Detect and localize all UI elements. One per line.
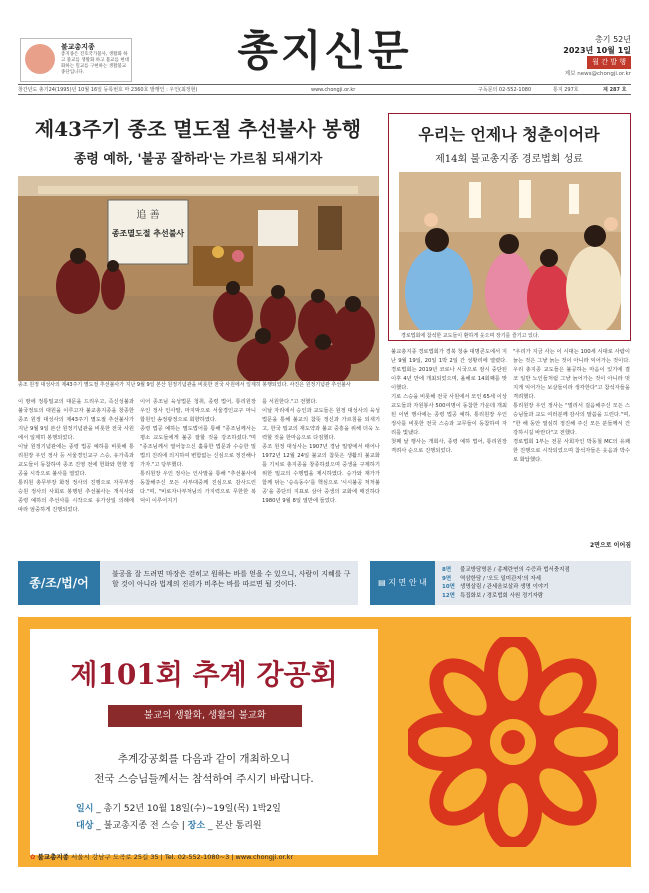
ad-body [30,749,378,789]
page-index-bar [370,561,631,605]
index-icon: ▤ [378,578,389,587]
lead-subhead: 종령 예하, '불공 잘하라'는 가르침 되새기자 [73,152,323,167]
footer-logo-icon: ✿ [30,853,36,861]
index-item[interactable]: 9면 역삼한담 / '오도 일미관저'의 자세 [442,575,541,582]
index-item[interactable]: 10면 생명살림 / 관세음보살과 생명 이야기 [442,584,549,591]
lead-body-col1: 이 땅에 정통밀교의 대문을 드리우고, 즉신성불과 불국정토의 대원을 이루고자 불교총지종을 창종한 종조 원정 대성사의 제43주기 멸도절 추선불사가 지난 9월 9일 본산 원정기념관을 비롯한 전국 사원에서 일제히 봉행되었다. 이날 원정기념관에는 종령 법공 예하를 비롯해 통리원장 우인 정사 등 서울경인교구 스승, 유가족과 교도들이 동참하여 종조 진영 전에 헌화와 헌향 정공을 시작으로 불사를 열었다. 통리원 총무부장 화정 정사의 진행으로 자무부장 승원 정사의 사회로 봉행된 추선불사는 개식사와 종령 예하의 추선사를 시작으로 유가상일 의례에 따라 엄중하게 진행되었다. [18,399,134,513]
ad-body-line1: 추계강공회를 다음과 같이 개최하오니 [117,753,291,765]
right-headline[interactable]: 우리는 언제나 청춘이어라 [418,125,600,144]
logo-name: 불교총지종 [61,43,95,51]
subscribe-phone: 구독문의 02-552-1080 [478,87,532,93]
index-item[interactable]: 12면 특집화보 / 경로법회 사원 정기자람 [442,592,544,599]
paper-title: 총지신문 [237,26,412,75]
issue-label: 통지 297호 [553,87,579,93]
ad-panel [30,629,378,855]
ad-details: 일시 _ 총기 52년 10월 18일(수)~19일(목) 1박2일 대상 _ 불교총지종 전 스승 | 장소 _ 본산 통리원 [76,804,281,831]
footer-info: 서울시 강남구 도곡로 25길 35 | Tel. 02-552-1080~3 | www.chongji.or.kr [71,853,294,861]
lead-body-col2: 이어 종조님 육성법문 청취, 종령 법어, 통리원장 우인 정사 인사말, 마지막으로 서울경인교구 마니합원인 송정광정으로 회향하였다. 종령 법공 예하는 멸도법어를 통해 "종조님께서는 평소 교도들에게 불공 잘할 것을 강조하셨다."며 "종조님께서 열어놓으신 훌륭한 법문과 수승한 밀법의 진리에 의지하여 변함없는 신심으로 정진해나가자."고 당부했다. 통리원장 우인 정사는 인사말을 통해 "추선불사에 동참해주신 모든 사부대중께 진심으로 감사드린다."며, "비로자나부처님의 가지력으로 무한한 복덕이 이루어지기 [140,399,256,504]
info-bar [18,84,631,95]
motto-text: 불공을 잘 드려면 마장은 걷히고 원하는 바를 얻을 수 있으니, 사람이 지혜를 구할 것이 아니라 법계의 진리가 비추는 바를 따르면 될 것이다. [112,570,351,588]
ad-title: 제101회 추계 강공회 [70,658,338,691]
issue-meta [563,34,631,80]
footer-name: 불교총지종 [37,853,69,861]
email[interactable]: 제보 news@chongji.or.kr [564,71,631,77]
weekly-badge: 월 간 발 행 [587,56,631,69]
right-subhead: 제14회 불교총지종 경로법회 성료 [435,154,583,165]
date-key: 일시 [76,804,94,814]
index-label-text: 지 면 안 내 [388,578,427,587]
place-key: 장소 [187,821,206,831]
ad-footer [30,849,378,865]
right-photo [399,172,621,330]
index-item[interactable]: 8면 불교방담명론 / 종제란연의 수증과 법서충지점 [442,567,570,573]
target-value: _ 불교총지종 전 스승 [96,821,179,831]
index-list [442,566,570,600]
publication-info: 창간년도 총기24(1995)년 10월 16일 등록번호 마 2360호 발행인 : 우인(최정현) [18,87,198,93]
masthead [0,0,649,80]
lead-body-col3: 를 서원한다."고 전했다. 이날 자리에서 승인과 교도들은 원정 대성사의 육성 법문을 통해 불교의 참뜻 정신과 가르침을 되새기고, 한국 밀교의 재도약과 불교 중흥을 위해 더욱 노력할 것을 한마음으로 다짐했다. 종조 원정 대성사는 1907년 경남 밀양에서 태어나 1972년 12월 24일 불교의 참뜻은 생활의 불교화를 기치로 총지종을 창종하셨으며 중생을 구제하기 위한 밀교의 수행법을 제시하였다. 승가와 재가가 함께 닦는 '승속동수'를 핵심으로 '시시불공 처처불공'을 종단의 지표로 삼아 중생의 교화에 매진하다 1980년 9월 8일 열반에 들었다. [262,399,380,504]
lead-photo [18,176,379,381]
right-photo-caption: 경로법회에 참석한 교도들이 환하게 웃으며 장기를 즐기고 있다. [401,333,540,339]
lotus-flower-icon [408,637,618,847]
right-body-col2: "우리가 지금 사는 이 시대는 100세 시대로 사람이 늙는 것은 그냥 늙는 것이 아니라 익어가는 것이다. 우리 총지종 교도들은 불공하는 마음이 있기에 결코 일반 노인들처럼 그냥 늙어가는 것이 아니라 멋지게 익어가는 보살들이라 생각한다"고 참석자들을 격려했다. 통리원장 우인 정사는 "멀리서 걸음해주신 모든 스승님들과 교도 여러분께 감사의 말씀을 드린다."며, "한 해 동안 열심히 정진해 주신 모든 분들께서 건강하시길 바란다"고 전했다. 경로법회 1부는 전문 사회자인 박동철 MC의 유쾌한 진행으로 시작되었으며 참석자들은 웃음과 박수로 화답했다. [513,349,630,463]
founder-motto-bar [18,561,358,605]
logo-motto: 총지종은 진호국가불사, 생활화 하고 불교를 생활화 하고 불교를 현대화하는 밀교를 구현하는 생활불교 종단입니다. [61,52,130,75]
lecture-advertisement [18,617,631,867]
ad-ribbon: 불교의 생활화, 생활의 불교화 [108,705,302,727]
continue-link[interactable]: 2면으로 이어짐 [590,542,632,549]
place-value: _ 본산 통리원 [207,821,262,831]
issue-number: 제 287 호 [603,87,627,93]
issue-date: 2023년 10월 1일 [563,46,631,55]
index-label [370,561,435,605]
website-link[interactable]: www.chongji.or.kr [311,87,356,93]
banner-text-2: 종조멸도절 추선불사 [111,229,185,238]
lead-headline[interactable]: 제43주기 종조 멸도절 추선불사 봉행 [34,117,362,141]
motto-label: 종/조/법/어 [18,561,100,605]
target-key: 대상 [76,821,94,831]
right-story-box [388,113,631,341]
banner-text-1: 追 善 [136,210,160,221]
year-label: 총기 52년 [595,35,631,44]
right-body-col1: 불교총지종 경로법회가 경북 청송 대명콘도에서 지난 9월 19일, 20일 1박 2일 간 성황리에 열렸다. 경로법회는 2019년 코로나 시국으로 잠시 중단된 이후 4년 만에 개최되었으며, 올해로 14회째를 맞이했다. 기로 스승을 비롯해 전국 사원에서 모인 65세 이상 교도들과 자원봉사 500여명이 동참한 가운데 개최된 이번 행사에는 종령 법공 예하, 통리원장 우인 정사를 비롯한 전국 스승과 교무들이 동참하여 자리를 빛냈다. 첫째 날 행사는 개회사, 종령 예하 법어, 통리원장 격려사 순으로 진행되었다. [391,349,507,454]
date-value: _ 총기 52년 10월 18일(수)~19일(목) 1박2일 [96,804,281,814]
ad-body-line2: 전국 스승님들께서는 참석하여 주시기 바랍니다. [94,773,314,785]
lead-photo-caption: 종조 원정 대성사의 제43주기 멸도절 추선불사가 지난 9월 9일 본산 원정기념관을 비롯한 전국 사원에서 일제히 봉행되었다. 사진은 원정기념관 추선불사 [18,382,351,388]
